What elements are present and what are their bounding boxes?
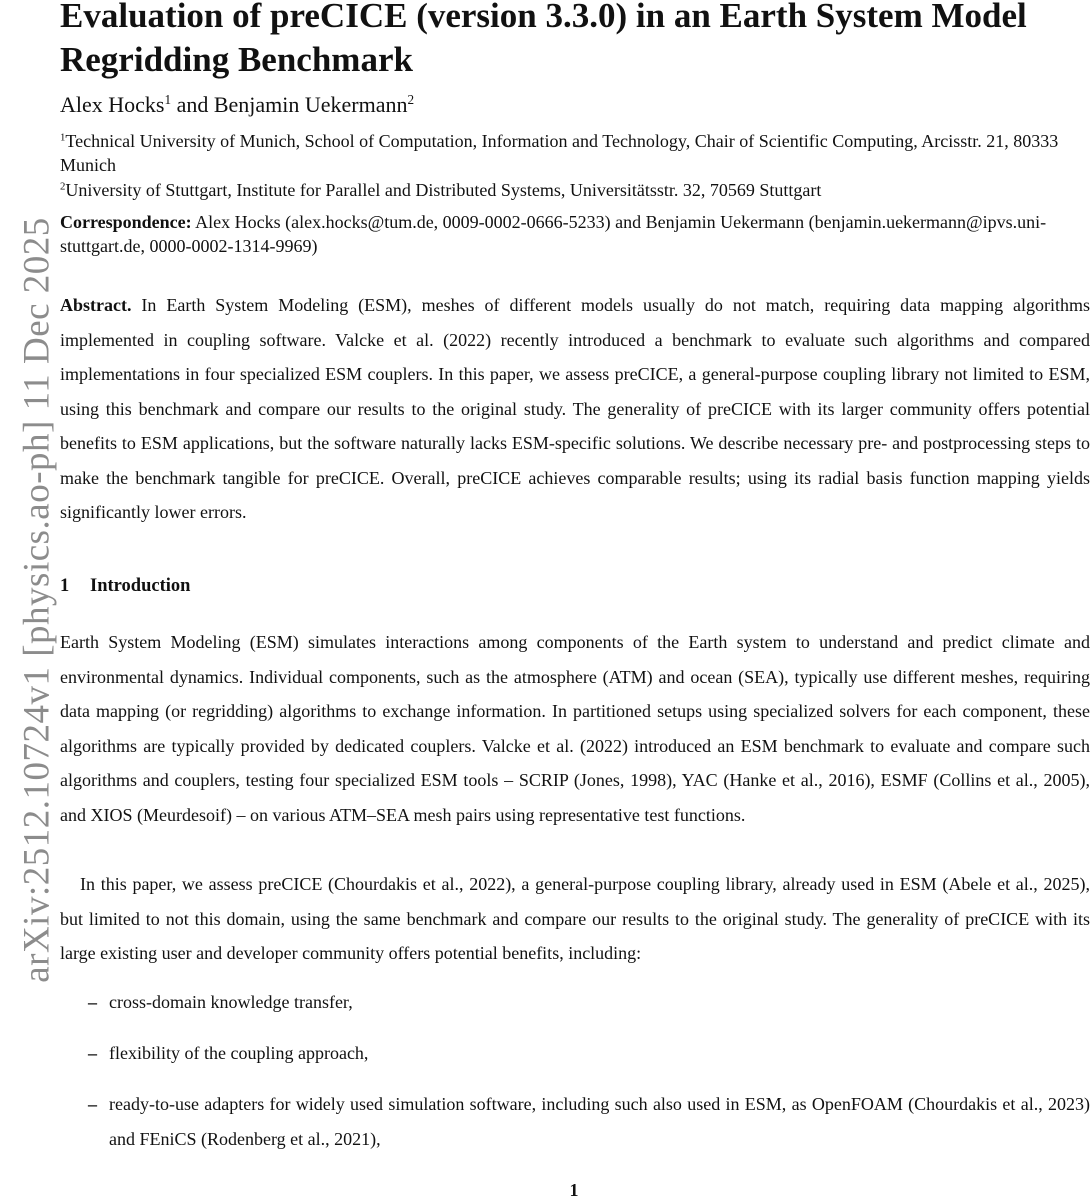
list-item-text: cross-domain knowledge transfer, [109,992,353,1012]
author-separator: and [171,92,214,117]
affiliation-2-mark: 2 [60,180,66,193]
correspondence-text: Alex Hocks (alex.hocks@tum.de, 0009-0002-0666-5233) and Benjamin Uekermann (benjamin.uekermann@ipvs.uni-stuttgart.de, 0000-0002-1314-9969) [60,212,1047,256]
list-item [60,1036,1090,1071]
affiliation-1 [60,129,1070,177]
correspondence [60,210,1070,258]
intro-paragraph-1: Earth System Modeling (ESM) simulates interactions among components of the Earth system to understand and predict climate and environmental dynamics. Individual components, such as the atmosphere (ATM) and ocean (SEA), typically use different meshes, requiring data mapping (or regridding) algorithms to exchange information. In partitioned setups using specialized solvers for each component, these algorithms are typically provided by dedicated couplers. Valcke et al. (2022) introduced an ESM benchmark to evaluate and compare such algorithms and couplers, testing four specialized ESM tools – SCRIP (Jones, 1998), YAC (Hanke et al., 2016), ESMF (Collins et al., 2005), and XIOS (Meurdesoif) – on various ATM–SEA mesh pairs using representative test functions. [60,632,1090,825]
paper-title: Evaluation of preCICE (version 3.3.0) in an Earth System Model Regridding Benchmark [60,0,1027,79]
author-1-affiliation-mark: 1 [164,92,172,108]
affiliation-1-text: Technical University of Munich, School of Computation, Information and Technology, Chair of Scientific Computing, Arcisstr. 21, 80333 Munich [60,131,1059,175]
list-item-text: ready-to-use adapters for widely used simulation software, including such also used in ESM, as OpenFOAM (Chourdakis et al., 2023) and FEniCS (Rodenberg et al., 2021), [109,1094,1090,1149]
abstract-text: In Earth System Modeling (ESM), meshes of different models usually do not match, requiring data mapping algorithms implemented in coupling software. Valcke et al. (2022) recently introduced a benchmark to evaluate such algorithms and compared implementations in four specialized ESM couplers. In this paper, we assess preCICE, a general-purpose coupling library not limited to ESM, using this benchmark and compare our results to the original study. The generality of preCICE with its larger community offers potential benefits to ESM applications, but the software naturally lacks ESM-specific solutions. We describe necessary pre- and postprocessing steps to make the benchmark tangible for preCICE. Overall, preCICE achieves comparable results; using its radial basis function mapping yields significantly lower errors. [60,295,1090,522]
section-title: Introduction [90,576,191,596]
abstract [60,288,1090,530]
affiliation-2-text: University of Stuttgart, Institute for Parallel and Distributed Systems, Universitätsstr. 32, 70569 Stuttgart [65,180,822,200]
correspondence-label: Correspondence: [60,212,192,232]
affiliation-2 [60,178,1070,202]
affiliation-1-mark: 1 [60,131,66,144]
author-1: Alex Hocks [60,92,165,117]
bullet-dash: – [88,1094,97,1114]
arxiv-identifier-stamp: arXiv:2512.10724v1 [physics.ao-ph] 11 Dec 2025 [16,217,58,983]
bullet-dash: – [88,1043,97,1063]
intro-paragraph-2: In this paper, we assess preCICE (Chourdakis et al., 2022), a general-purpose coupling library, already used in ESM (Abele et al., 2025), but limited to not this domain, using the same benchmark and compare our results to the original study. The generality of preCICE with its large existing user and developer community offers potential benefits, including: [60,874,1090,963]
list-item [60,1087,1090,1156]
section-heading-introduction [60,576,190,597]
author-2: Benjamin Uekermann [213,92,408,117]
bullet-dash: – [88,992,97,1012]
author-line [60,92,414,118]
abstract-label: Abstract. [60,295,132,315]
list-item [60,985,1090,1020]
author-2-affiliation-mark: 2 [407,92,415,108]
list-item-text: flexibility of the coupling approach, [109,1043,369,1063]
page-number: 1 [569,1180,579,1200]
section-number: 1 [60,576,70,596]
